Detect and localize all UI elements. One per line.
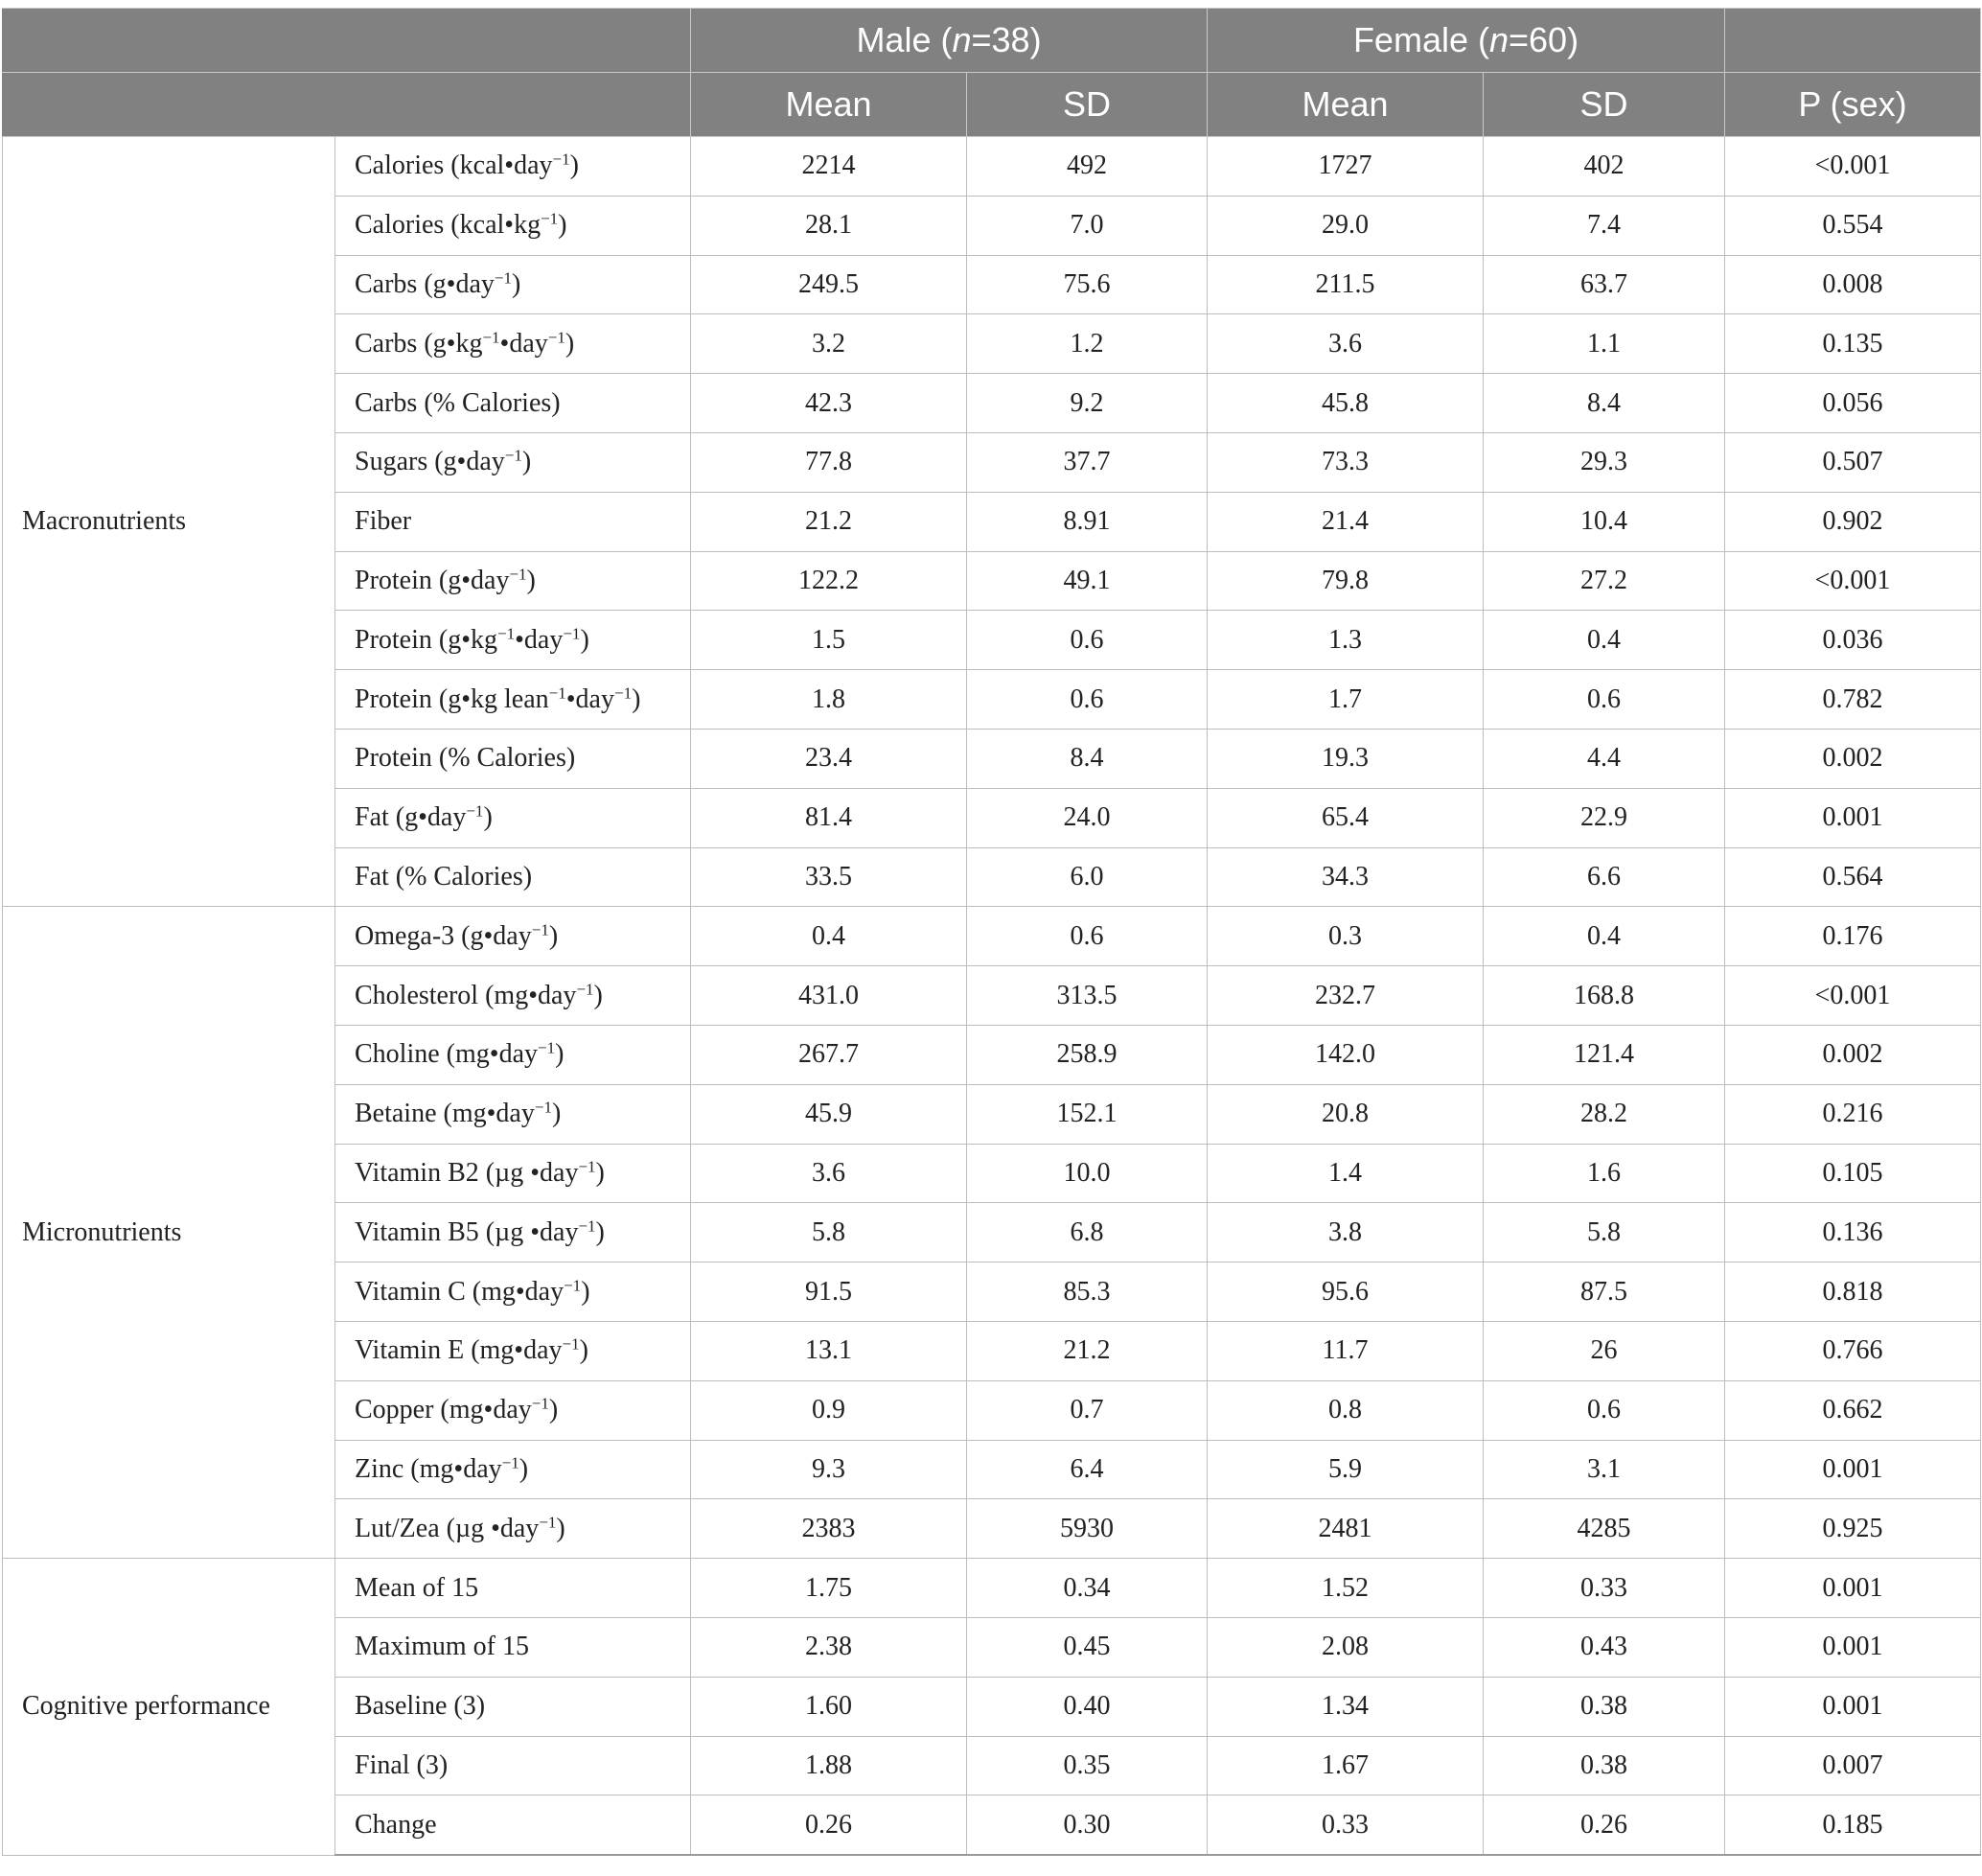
table-container — [0, 8, 1982, 1856]
female-mean-cell: 19.3 — [1208, 729, 1484, 788]
female-mean-cell: 142.0 — [1208, 1025, 1484, 1084]
female-mean-cell: 5.9 — [1208, 1440, 1484, 1499]
unit-suffix: ) — [511, 268, 521, 299]
table-row — [3, 907, 1981, 966]
unit-suffix: ) — [555, 1039, 565, 1070]
variable-label — [335, 137, 691, 197]
female-mean-cell: 1.52 — [1208, 1559, 1484, 1618]
unit-exponent: −1 — [534, 1098, 552, 1117]
male-mean-cell: 431.0 — [691, 966, 967, 1026]
male-sd-cell: 37.7 — [967, 432, 1208, 492]
variable-name: Protein (% Calories) — [355, 743, 576, 774]
female-mean-cell: 34.3 — [1208, 847, 1484, 907]
variable-label — [335, 1203, 691, 1262]
unit-exponent: −1 — [613, 683, 633, 703]
female-sd-cell: 0.43 — [1484, 1617, 1725, 1677]
table-row — [3, 137, 1981, 197]
female-mean-cell: 211.5 — [1208, 255, 1484, 314]
unit-exponent: −1 — [482, 328, 500, 347]
p-value-cell: <0.001 — [1725, 551, 1981, 611]
female-sd-cell: 29.3 — [1484, 432, 1725, 492]
unit-suffix: •day — [515, 624, 564, 655]
header-blank-p — [1725, 9, 1981, 73]
unit-suffix: ) — [579, 1335, 588, 1366]
male-mean-cell: 249.5 — [691, 255, 967, 314]
male-sd-cell: 0.6 — [967, 907, 1208, 966]
variable-name: Copper (mg•day — [355, 1395, 532, 1425]
unit-exponent: −1 — [466, 801, 484, 821]
male-mean-cell: 33.5 — [691, 847, 967, 907]
female-sd-cell: 27.2 — [1484, 551, 1725, 611]
variable-name: Lut/Zea (µg •day — [355, 1513, 540, 1543]
female-sd-cell: 28.2 — [1484, 1084, 1725, 1144]
variable-name: Carbs (g•day — [355, 268, 495, 299]
variable-label — [335, 1499, 691, 1559]
p-value-cell: 0.782 — [1725, 670, 1981, 730]
female-mean-cell: 1727 — [1208, 137, 1484, 197]
variable-name: Maximum of 15 — [355, 1632, 529, 1662]
unit-suffix: ) — [593, 980, 603, 1010]
female-mean-cell: 0.33 — [1208, 1795, 1484, 1855]
header-male: Male (n=38) — [691, 9, 1208, 73]
unit-suffix: ) — [565, 328, 575, 359]
p-value-cell: 0.001 — [1725, 1677, 1981, 1736]
variable-label — [335, 1144, 691, 1203]
p-value-cell: 0.818 — [1725, 1262, 1981, 1322]
unit-exponent: −1 — [531, 1394, 549, 1413]
male-sd-cell: 0.45 — [967, 1617, 1208, 1677]
p-value-cell: 0.925 — [1725, 1499, 1981, 1559]
male-sd-cell: 5930 — [967, 1499, 1208, 1559]
unit-suffix: ) — [521, 447, 532, 477]
header-female-mean: Mean — [1208, 73, 1484, 137]
male-mean-cell: 1.5 — [691, 611, 967, 670]
variable-label — [335, 492, 691, 551]
male-mean-cell: 1.75 — [691, 1559, 967, 1618]
header-male-sd: SD — [967, 73, 1208, 137]
unit-exponent: −1 — [504, 447, 522, 466]
variable-name: Vitamin B5 (µg •day — [355, 1216, 579, 1247]
group-label: Macronutrients — [3, 137, 335, 907]
male-mean-cell: 2383 — [691, 1499, 967, 1559]
variable-label — [335, 670, 691, 730]
unit-exponent: −1 — [501, 1453, 519, 1472]
female-mean-cell: 79.8 — [1208, 551, 1484, 611]
female-mean-cell: 0.8 — [1208, 1380, 1484, 1440]
unit-suffix: ) — [548, 920, 559, 951]
p-value-cell: 0.185 — [1725, 1795, 1981, 1855]
male-mean-cell: 122.2 — [691, 551, 967, 611]
male-sd-cell: 9.2 — [967, 374, 1208, 433]
unit-suffix: ) — [580, 624, 589, 655]
p-value-cell: 0.056 — [1725, 374, 1981, 433]
variable-name: Cholesterol (mg•day — [355, 980, 577, 1010]
male-mean-cell: 28.1 — [691, 196, 967, 255]
female-sd-cell: 1.6 — [1484, 1144, 1725, 1203]
female-sd-cell: 0.33 — [1484, 1559, 1725, 1618]
female-sd-cell: 168.8 — [1484, 966, 1725, 1026]
table-header — [3, 9, 1981, 137]
unit-suffix: ) — [526, 565, 536, 595]
variable-name: Carbs (g•kg — [355, 328, 483, 359]
female-mean-cell: 29.0 — [1208, 196, 1484, 255]
variable-name: Protein (g•kg lean — [355, 683, 549, 714]
female-mean-cell: 73.3 — [1208, 432, 1484, 492]
variable-label — [335, 1262, 691, 1322]
unit-exponent: −1 — [497, 624, 516, 643]
unit-suffix: ) — [595, 1216, 605, 1247]
variable-name: Fiber — [355, 506, 412, 537]
variable-name: Zinc (mg•day — [355, 1453, 502, 1484]
female-sd-cell: 4285 — [1484, 1499, 1725, 1559]
male-mean-cell: 13.1 — [691, 1321, 967, 1380]
female-sd-cell: 0.4 — [1484, 611, 1725, 670]
p-value-cell: 0.136 — [1725, 1203, 1981, 1262]
male-mean-cell: 0.9 — [691, 1380, 967, 1440]
male-mean-cell: 0.26 — [691, 1795, 967, 1855]
unit-exponent: −1 — [576, 980, 594, 999]
male-sd-cell: 313.5 — [967, 966, 1208, 1026]
p-value-cell: 0.662 — [1725, 1380, 1981, 1440]
female-sd-cell: 0.26 — [1484, 1795, 1725, 1855]
female-sd-cell: 0.38 — [1484, 1677, 1725, 1736]
male-sd-cell: 1.2 — [967, 314, 1208, 374]
female-sd-cell: 0.6 — [1484, 1380, 1725, 1440]
female-sd-cell: 3.1 — [1484, 1440, 1725, 1499]
variable-label — [335, 314, 691, 374]
male-sd-cell: 258.9 — [967, 1025, 1208, 1084]
variable-label — [335, 1084, 691, 1144]
female-sd-cell: 402 — [1484, 137, 1725, 197]
p-value-cell: 0.001 — [1725, 1559, 1981, 1618]
variable-label — [335, 847, 691, 907]
female-sd-cell: 1.1 — [1484, 314, 1725, 374]
p-value-cell: <0.001 — [1725, 137, 1981, 197]
unit-suffix: ) — [548, 1395, 559, 1425]
male-sd-cell: 7.0 — [967, 196, 1208, 255]
variable-name: Fat (g•day — [355, 802, 467, 833]
male-mean-cell: 21.2 — [691, 492, 967, 551]
male-mean-cell: 1.60 — [691, 1677, 967, 1736]
header-male-mean: Mean — [691, 73, 967, 137]
variable-label — [335, 1380, 691, 1440]
p-value-cell: 0.766 — [1725, 1321, 1981, 1380]
female-mean-cell: 1.34 — [1208, 1677, 1484, 1736]
male-mean-cell: 9.3 — [691, 1440, 967, 1499]
unit-suffix: ) — [569, 151, 579, 181]
female-mean-cell: 3.8 — [1208, 1203, 1484, 1262]
unit-exponent: −1 — [494, 268, 512, 288]
male-mean-cell: 267.7 — [691, 1025, 967, 1084]
male-sd-cell: 6.8 — [967, 1203, 1208, 1262]
female-sd-cell: 8.4 — [1484, 374, 1725, 433]
header-female-sd: SD — [1484, 73, 1725, 137]
unit-exponent: −1 — [509, 565, 527, 584]
female-sd-cell: 121.4 — [1484, 1025, 1725, 1084]
female-mean-cell: 232.7 — [1208, 966, 1484, 1026]
female-mean-cell: 11.7 — [1208, 1321, 1484, 1380]
female-mean-cell: 1.3 — [1208, 611, 1484, 670]
p-value-cell: 0.008 — [1725, 255, 1981, 314]
variable-name: Vitamin B2 (µg •day — [355, 1157, 579, 1188]
female-sd-cell: 7.4 — [1484, 196, 1725, 255]
female-mean-cell: 1.67 — [1208, 1736, 1484, 1795]
female-mean-cell: 65.4 — [1208, 788, 1484, 847]
header-female: Female (n=60) — [1208, 9, 1725, 73]
male-mean-cell: 42.3 — [691, 374, 967, 433]
variable-name: Choline (mg•day — [355, 1039, 538, 1070]
p-value-cell: 0.135 — [1725, 314, 1981, 374]
female-mean-cell: 21.4 — [1208, 492, 1484, 551]
unit-exponent: −1 — [531, 920, 549, 939]
unit-suffix: ) — [551, 1099, 562, 1129]
variable-name: Mean of 15 — [355, 1572, 479, 1603]
female-sd-cell: 6.6 — [1484, 847, 1725, 907]
p-value-cell: 0.216 — [1725, 1084, 1981, 1144]
female-mean-cell: 1.7 — [1208, 670, 1484, 730]
unit-exponent: −1 — [563, 624, 581, 643]
female-mean-cell: 45.8 — [1208, 374, 1484, 433]
female-mean-cell: 95.6 — [1208, 1262, 1484, 1322]
p-value-cell: 0.902 — [1725, 492, 1981, 551]
male-mean-cell: 77.8 — [691, 432, 967, 492]
unit-suffix: ) — [558, 210, 567, 241]
variable-name: Omega-3 (g•day — [355, 920, 532, 951]
header-blank — [3, 9, 691, 73]
male-sd-cell: 492 — [967, 137, 1208, 197]
variable-label — [335, 1321, 691, 1380]
female-sd-cell: 63.7 — [1484, 255, 1725, 314]
variable-label — [335, 1677, 691, 1736]
p-value-cell: 0.007 — [1725, 1736, 1981, 1795]
male-mean-cell: 1.88 — [691, 1736, 967, 1795]
female-sd-cell: 0.4 — [1484, 907, 1725, 966]
p-value-cell: <0.001 — [1725, 966, 1981, 1026]
p-value-cell: 0.564 — [1725, 847, 1981, 907]
variable-label — [335, 432, 691, 492]
female-sd-cell: 10.4 — [1484, 492, 1725, 551]
variable-label — [335, 255, 691, 314]
male-mean-cell: 3.6 — [691, 1144, 967, 1203]
p-value-cell: 0.554 — [1725, 196, 1981, 255]
unit-exponent: −1 — [541, 209, 559, 228]
table-row — [3, 1559, 1981, 1618]
variable-label — [335, 196, 691, 255]
variable-label — [335, 551, 691, 611]
male-mean-cell: 2214 — [691, 137, 967, 197]
variable-label — [335, 788, 691, 847]
unit-suffix: ) — [632, 683, 641, 714]
male-sd-cell: 0.30 — [967, 1795, 1208, 1855]
variable-name: Protein (g•kg — [355, 624, 498, 655]
p-value-cell: 0.036 — [1725, 611, 1981, 670]
unit-suffix: ) — [556, 1513, 565, 1543]
female-sd-cell: 26 — [1484, 1321, 1725, 1380]
variable-name: Protein (g•day — [355, 565, 510, 595]
variable-label — [335, 611, 691, 670]
male-sd-cell: 0.6 — [967, 670, 1208, 730]
unit-exponent: −1 — [539, 1513, 557, 1532]
male-sd-cell: 49.1 — [967, 551, 1208, 611]
p-value-cell: 0.176 — [1725, 907, 1981, 966]
unit-exponent: −1 — [538, 1039, 556, 1057]
male-sd-cell: 8.4 — [967, 729, 1208, 788]
unit-suffix: •day — [565, 683, 614, 714]
variable-label — [335, 374, 691, 433]
unit-suffix: ) — [581, 1276, 590, 1307]
female-mean-cell: 2481 — [1208, 1499, 1484, 1559]
variable-name: Final (3) — [355, 1749, 449, 1780]
variable-label — [335, 1795, 691, 1855]
female-mean-cell: 0.3 — [1208, 907, 1484, 966]
unit-exponent: −1 — [564, 1276, 582, 1295]
female-sd-cell: 4.4 — [1484, 729, 1725, 788]
male-sd-cell: 21.2 — [967, 1321, 1208, 1380]
male-sd-cell: 0.40 — [967, 1677, 1208, 1736]
variable-label — [335, 729, 691, 788]
unit-suffix: ) — [595, 1157, 605, 1188]
male-mean-cell: 45.9 — [691, 1084, 967, 1144]
variable-name: Vitamin E (mg•day — [355, 1335, 563, 1366]
unit-exponent: −1 — [578, 1216, 596, 1236]
male-mean-cell: 81.4 — [691, 788, 967, 847]
variable-label — [335, 1025, 691, 1084]
p-value-cell: 0.001 — [1725, 1440, 1981, 1499]
female-sd-cell: 87.5 — [1484, 1262, 1725, 1322]
female-sd-cell: 0.6 — [1484, 670, 1725, 730]
variable-label — [335, 1440, 691, 1499]
female-mean-cell: 20.8 — [1208, 1084, 1484, 1144]
p-value-cell: 0.001 — [1725, 788, 1981, 847]
variable-label — [335, 1559, 691, 1618]
male-sd-cell: 0.6 — [967, 611, 1208, 670]
male-mean-cell: 2.38 — [691, 1617, 967, 1677]
variable-name: Carbs (% Calories) — [355, 387, 561, 418]
male-sd-cell: 24.0 — [967, 788, 1208, 847]
unit-exponent: −1 — [578, 1157, 596, 1176]
variable-name: Betaine (mg•day — [355, 1099, 535, 1129]
unit-suffix: ) — [483, 802, 493, 833]
male-sd-cell: 152.1 — [967, 1084, 1208, 1144]
unit-exponent: −1 — [562, 1334, 580, 1354]
group-label: Micronutrients — [3, 907, 335, 1559]
header-blank-2 — [3, 73, 691, 137]
male-mean-cell: 1.8 — [691, 670, 967, 730]
male-sd-cell: 75.6 — [967, 255, 1208, 314]
female-mean-cell: 2.08 — [1208, 1617, 1484, 1677]
p-value-cell: 0.105 — [1725, 1144, 1981, 1203]
variable-name: Sugars (g•day — [355, 447, 505, 477]
female-sd-cell: 0.38 — [1484, 1736, 1725, 1795]
female-mean-cell: 1.4 — [1208, 1144, 1484, 1203]
p-value-cell: 0.507 — [1725, 432, 1981, 492]
male-mean-cell: 0.4 — [691, 907, 967, 966]
variable-name: Change — [355, 1809, 437, 1840]
variable-label — [335, 1617, 691, 1677]
male-sd-cell: 0.7 — [967, 1380, 1208, 1440]
female-mean-cell: 3.6 — [1208, 314, 1484, 374]
male-sd-cell: 0.35 — [967, 1736, 1208, 1795]
unit-exponent: −1 — [547, 328, 565, 347]
male-mean-cell: 91.5 — [691, 1262, 967, 1322]
male-sd-cell: 6.4 — [967, 1440, 1208, 1499]
variable-label — [335, 966, 691, 1026]
variable-name: Calories (kcal•kg — [355, 210, 542, 241]
group-label: Cognitive performance — [3, 1559, 335, 1855]
unit-suffix: •day — [499, 328, 548, 359]
variable-name: Calories (kcal•day — [355, 151, 553, 181]
variable-name: Vitamin C (mg•day — [355, 1276, 565, 1307]
variable-name: Fat (% Calories) — [355, 861, 533, 892]
nutrition-table — [2, 8, 1981, 1856]
p-value-cell: 0.002 — [1725, 729, 1981, 788]
male-sd-cell: 8.91 — [967, 492, 1208, 551]
female-sd-cell: 5.8 — [1484, 1203, 1725, 1262]
male-mean-cell: 3.2 — [691, 314, 967, 374]
p-value-cell: 0.001 — [1725, 1617, 1981, 1677]
unit-exponent: −1 — [548, 683, 566, 703]
male-sd-cell: 0.34 — [967, 1559, 1208, 1618]
male-sd-cell: 85.3 — [967, 1262, 1208, 1322]
variable-name: Baseline (3) — [355, 1691, 486, 1722]
male-sd-cell: 6.0 — [967, 847, 1208, 907]
male-mean-cell: 23.4 — [691, 729, 967, 788]
table-body — [3, 137, 1981, 1856]
unit-suffix: ) — [519, 1453, 529, 1484]
female-sd-cell: 22.9 — [1484, 788, 1725, 847]
header-p-sex: P (sex) — [1725, 73, 1981, 137]
variable-label — [335, 907, 691, 966]
unit-exponent: −1 — [552, 151, 570, 170]
p-value-cell: 0.002 — [1725, 1025, 1981, 1084]
variable-label — [335, 1736, 691, 1795]
male-mean-cell: 5.8 — [691, 1203, 967, 1262]
male-sd-cell: 10.0 — [967, 1144, 1208, 1203]
